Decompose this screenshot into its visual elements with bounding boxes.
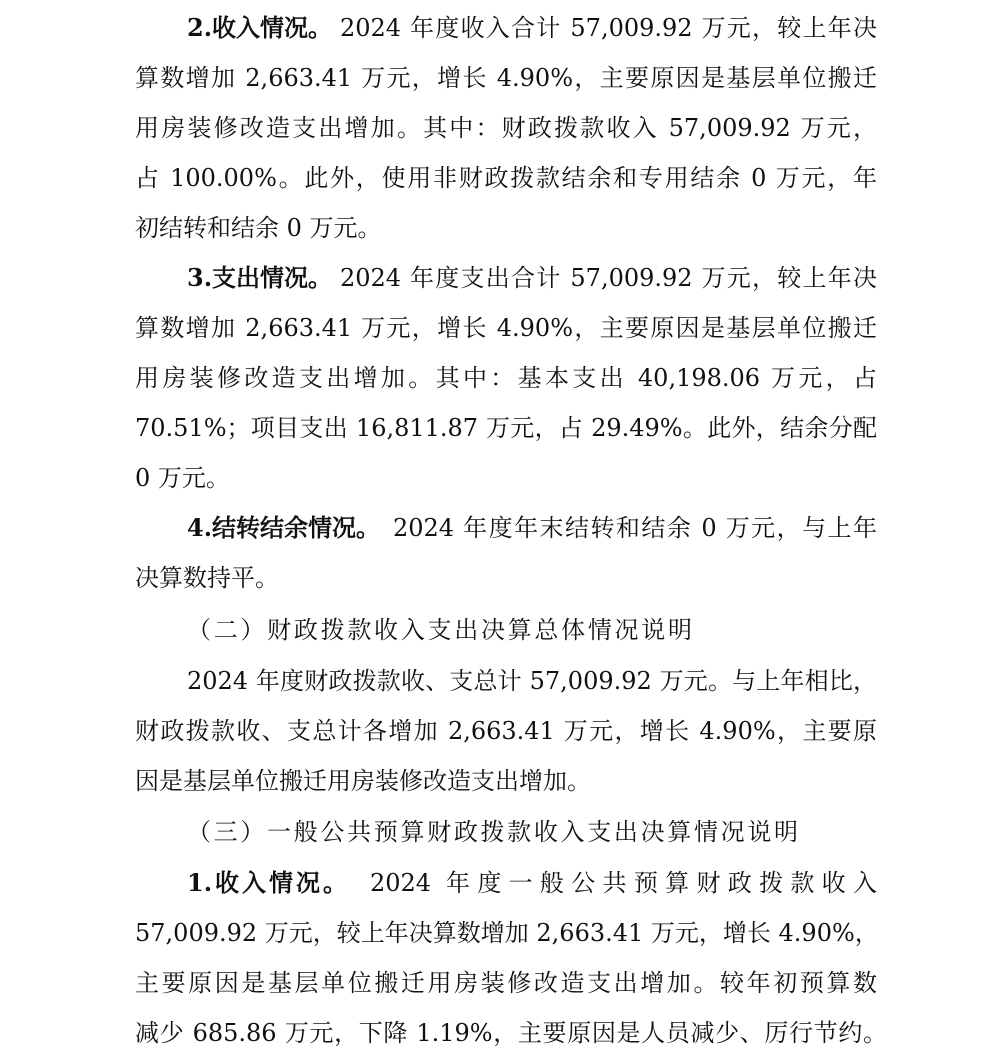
expense-text: 70.51%；项目支出 16,811.87 万元，占 29.49%。此外，结余分配 (135, 414, 877, 442)
general-income-line-3 (0, 958, 1000, 1008)
general-income-line-1 (0, 858, 1000, 908)
income-text: 占 100.00%。此外，使用非财政拨款结余和专用结余 0 万元，年 (135, 164, 877, 192)
general-income-text: 57,009.92 万元，较上年决算数增加 2,663.41 万元，增长 4.90%， (135, 919, 879, 947)
general-income-text: 主要原因是基层单位搬迁用房装修改造支出增加。较年初预算数 (135, 969, 877, 997)
general-income-section-label: 1.收入情况。 (187, 868, 347, 897)
expense-text: 0 万元。 (135, 464, 230, 492)
fiscal-total-line-3 (0, 756, 1000, 806)
carryover-text: 决算数持平。 (135, 564, 279, 592)
income-text: 初结转和结余 0 万元。 (135, 214, 382, 242)
fiscal-total-text: 2024 年度财政拨款收、支总计 57,009.92 万元。与上年相比， (187, 667, 877, 695)
general-income-line-2 (0, 908, 1000, 958)
section-heading-3: （三）一般公共预算财政拨款收入支出决算情况说明 (187, 818, 798, 846)
income-line-4 (0, 153, 1000, 203)
expense-text: 2024 年度支出合计 57,009.92 万元，较上年决 (340, 264, 877, 292)
income-line-1 (0, 3, 1000, 53)
income-line-2 (0, 53, 1000, 103)
income-text: 算数增加 2,663.41 万元，增长 4.90%，主要原因是基层单位搬迁 (135, 64, 877, 92)
carryover-line-2 (0, 553, 1000, 603)
expense-line-2 (0, 303, 1000, 353)
fiscal-total-text: 财政拨款收、支总计各增加 2,663.41 万元，增长 4.90%，主要原 (135, 717, 877, 745)
fiscal-total-line-2 (0, 706, 1000, 756)
expense-line-4 (0, 403, 1000, 453)
carryover-section-label: 4.结转结余情况。 (187, 513, 381, 542)
section-heading-3-line (0, 807, 1000, 857)
income-text: 用房装修改造支出增加。其中：财政拨款收入 57,009.92 万元， (135, 114, 877, 142)
expense-line-1 (0, 253, 1000, 303)
income-line-5 (0, 203, 1000, 253)
expense-text: 算数增加 2,663.41 万元，增长 4.90%，主要原因是基层单位搬迁 (135, 314, 877, 342)
income-text: 2024 年度收入合计 57,009.92 万元，较上年决 (340, 14, 877, 42)
carryover-line-1 (0, 503, 1000, 553)
general-income-text: 2024 年度一般公共预算财政拨款收入 (370, 869, 877, 897)
income-line-3 (0, 103, 1000, 153)
expense-line-3 (0, 353, 1000, 403)
expense-text: 用房装修改造支出增加。其中：基本支出 40,198.06 万元，占 (135, 364, 877, 392)
carryover-text: 2024 年度年末结转和结余 0 万元，与上年 (393, 514, 877, 542)
general-income-text: 减少 685.86 万元，下降 1.19%，主要原因是人员减少、厉行节约。 (135, 1019, 887, 1047)
fiscal-total-text: 因是基层单位搬迁用房装修改造支出增加。 (135, 767, 591, 795)
expense-line-5 (0, 453, 1000, 503)
general-income-line-4 (0, 1008, 1000, 1058)
section-heading-2-line (0, 605, 1000, 655)
income-section-label: 2.收入情况。 (187, 13, 333, 42)
expense-section-label: 3.支出情况。 (187, 263, 333, 292)
section-heading-2: （二）财政拨款收入支出决算总体情况说明 (187, 616, 692, 644)
fiscal-total-line-1 (0, 656, 1000, 706)
